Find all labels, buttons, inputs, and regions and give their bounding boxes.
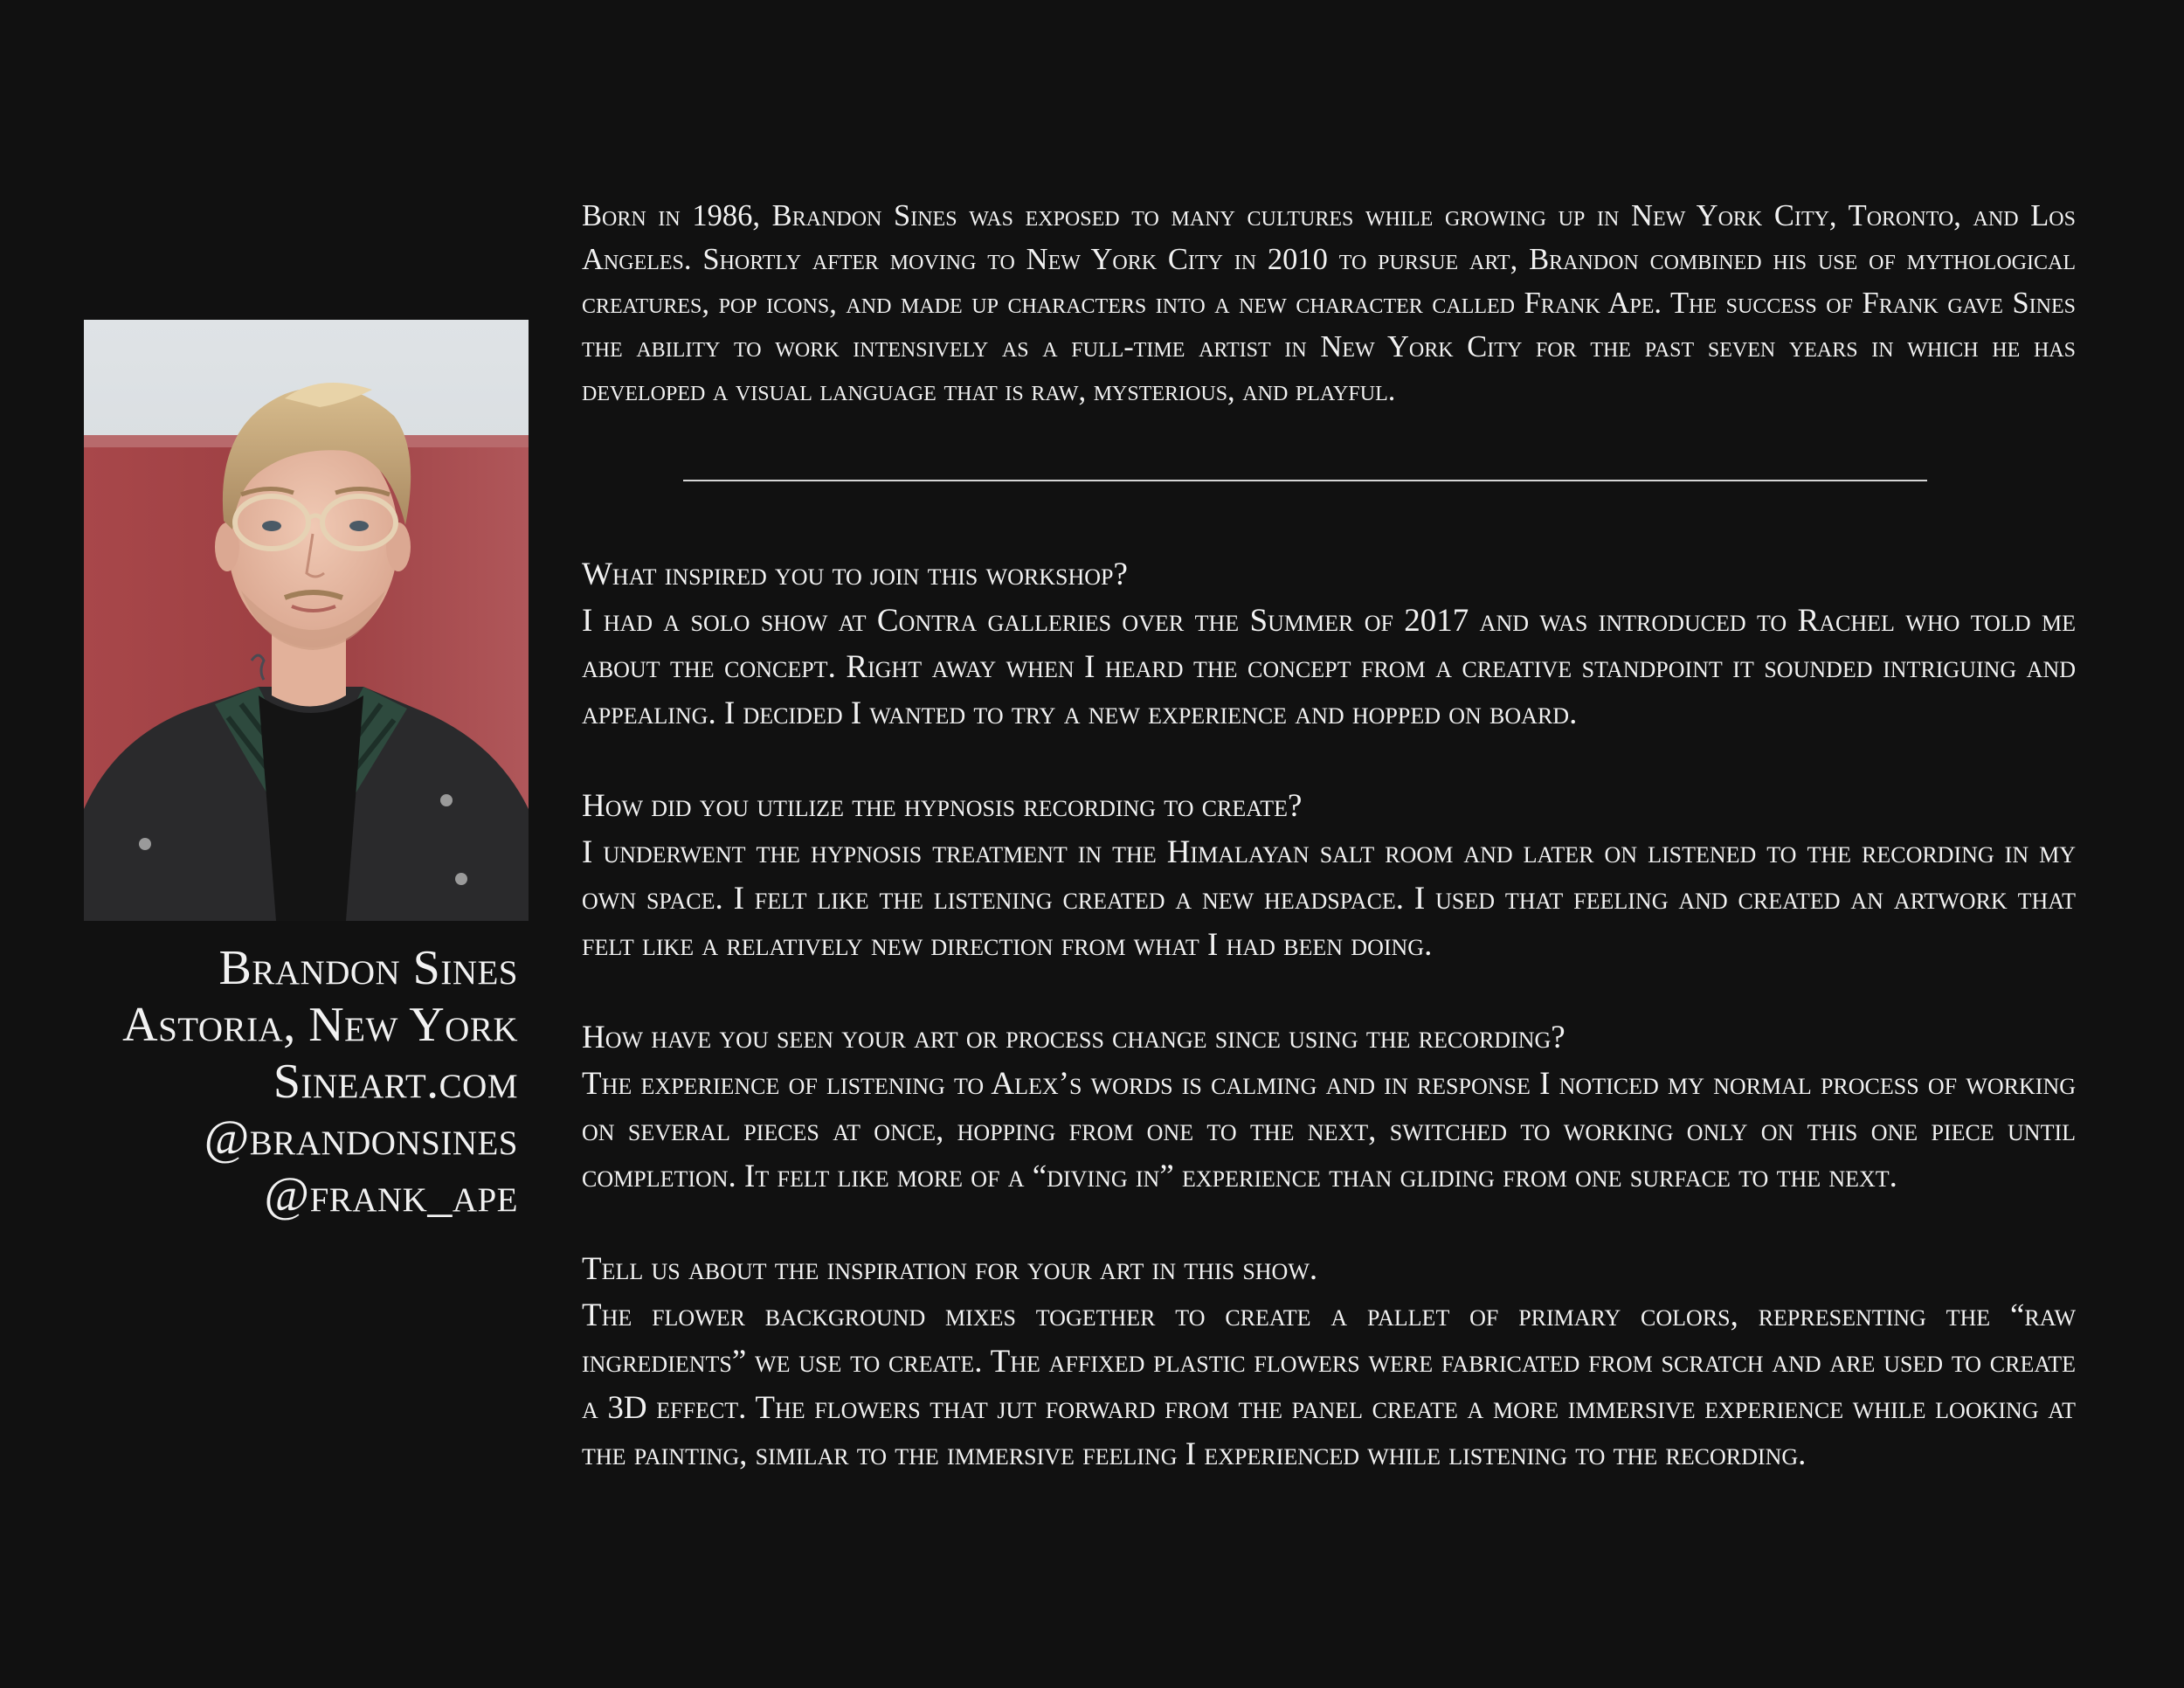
question-text: How have you seen your art or process change since using the recording?: [582, 1020, 1565, 1055]
social-handle-2[interactable]: @frank_ape: [264, 1168, 518, 1222]
question-text: Tell us about the inspiration for your art in this show.: [582, 1251, 1318, 1287]
main-content: [582, 194, 2076, 1524]
portrait-illustration: [84, 320, 529, 921]
qa-item: [582, 783, 2076, 968]
qa-item: [582, 1246, 2076, 1477]
answer-text: The flower background mixes together to create a pallet of primary colors, representing the “raw ingredients” we use to create. The affixed plastic flowers were fabricated from scratch and are used to create a 3D effect. The flowers that jut forward from the panel create a more immersive experience while looking at the painting, similar to the immersive feeling I experienced while listening to the recording.: [582, 1297, 2076, 1472]
website-link[interactable]: Sineart.com: [273, 1055, 518, 1109]
answer-text: I underwent the hypnosis treatment in the Himalayan salt room and later on listened to the recording in my own space. I felt like the listening created a new headspace. I used that feeling and created an artwork that felt like a relatively new direction from what I had been doing.: [582, 834, 2076, 963]
artist-bio: Born in 1986, Brandon Sines was exposed to many cultures while growing up in New York City, Toronto, and Los Angeles. Shortly after moving to New York City in 2010 to pursue art, Brandon combined his use of mythological creatures, pop icons, and made up characters into a new character called Frank Ape. The success of Frank gave Sines the ability to work intensively as a full-time artist in New York City for the past seven years in which he has developed a visual language that is raw, mysterious, and playful.: [582, 199, 2076, 407]
social-handle-1[interactable]: @brandonsines: [204, 1111, 518, 1166]
answer-text: The experience of listening to Alex’s words is calming and in response I noticed my normal process of working on several pieces at once, hopping from one to the next, switched to working only on this one piece until completion. It felt like more of a “diving in” experience than gliding from one surface to the next.: [582, 1066, 2076, 1194]
artist-name: Brandon Sines: [218, 941, 518, 995]
qa-item: [582, 1014, 2076, 1200]
answer-text: I had a solo show at Contra galleries over the Summer of 2017 and was introduced to Rachel who told me about the concept. Right away when I heard the concept from a creative standpoint it sounded intriguing and appealing. I decided I wanted to try a new experience and hopped on board.: [582, 603, 2076, 731]
interview-section: [582, 551, 2076, 1477]
artist-location: Astoria, New York: [122, 998, 518, 1052]
qa-item: [582, 551, 2076, 737]
profile-info: [84, 940, 518, 1224]
section-divider: [683, 480, 1927, 481]
question-text: How did you utilize the hypnosis recording to create?: [582, 788, 1303, 824]
portrait-photo: [84, 320, 529, 921]
question-text: What inspired you to join this workshop?: [582, 557, 1128, 592]
